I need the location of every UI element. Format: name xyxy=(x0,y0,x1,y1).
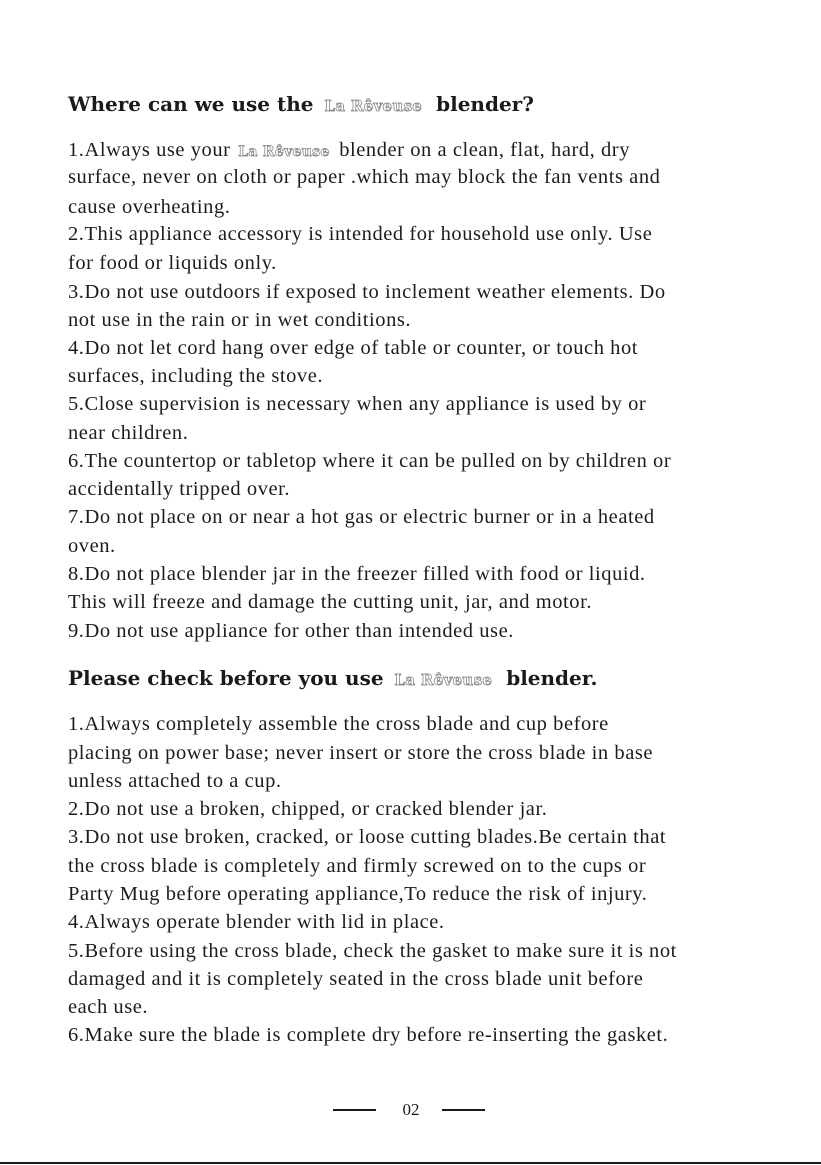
footer-rule-right xyxy=(442,1109,485,1111)
section-heading-please-check xyxy=(68,666,597,690)
body-line: 1.Always completely assemble the cross blade and cup before xyxy=(68,713,609,735)
body-line: 6.The countertop or tabletop where it can be pulled on by children or xyxy=(68,450,672,472)
body-line: for food or liquids only. xyxy=(68,252,277,274)
body-line: 8.Do not place blender jar in the freezer filled with food or liquid. xyxy=(68,563,646,585)
body-line: 5.Close supervision is necessary when any appliance is used by or xyxy=(68,393,647,415)
body-line: surfaces, including the stove. xyxy=(68,365,324,387)
page-number: 02 xyxy=(402,1100,420,1119)
body-text: 1.Always use your xyxy=(68,139,231,161)
body-line: 2.This appliance accessory is intended for household use only. Use xyxy=(68,223,653,245)
heading-text: blender. xyxy=(506,666,598,690)
page-bottom-border xyxy=(0,1162,821,1164)
body-line: the cross blade is completely and firmly screwed on to the cups or xyxy=(68,855,647,877)
heading-text: Please check before you use xyxy=(68,666,384,690)
body-line: This will freeze and damage the cutting unit, jar, and motor. xyxy=(68,591,593,613)
brand-logo-text: La Rêveuse xyxy=(238,144,330,160)
body-line: cause overheating. xyxy=(68,196,231,218)
footer-rule-left xyxy=(333,1109,376,1111)
body-line: 9.Do not use appliance for other than intended use. xyxy=(68,620,514,642)
body-line: near children. xyxy=(68,422,189,444)
brand-logo-text: La Rêveuse xyxy=(394,671,493,689)
body-line: not use in the rain or in wet conditions. xyxy=(68,309,412,331)
body-line: each use. xyxy=(68,996,149,1018)
body-line xyxy=(68,137,630,165)
body-line: 6.Make sure the blade is complete dry before re-inserting the gasket. xyxy=(68,1024,669,1046)
body-line: 7.Do not place on or near a hot gas or electric burner or in a heated xyxy=(68,506,655,528)
body-text: blender on a clean, flat, hard, dry xyxy=(339,139,630,161)
body-line: unless attached to a cup. xyxy=(68,770,282,792)
body-line: accidentally tripped over. xyxy=(68,478,291,500)
heading-text: blender? xyxy=(436,92,534,116)
body-line: 3.Do not use broken, cracked, or loose cutting blades.Be certain that xyxy=(68,826,667,848)
section-heading-where-to-use xyxy=(68,92,534,116)
body-line: 4.Always operate blender with lid in place. xyxy=(68,911,445,933)
body-line: 3.Do not use outdoors if exposed to inclement weather elements. Do xyxy=(68,281,666,303)
body-line: 5.Before using the cross blade, check the gasket to make sure it is not xyxy=(68,940,677,962)
body-line: 4.Do not let cord hang over edge of table or counter, or touch hot xyxy=(68,337,639,359)
body-line: surface, never on cloth or paper .which may block the fan vents and xyxy=(68,166,661,188)
body-line: Party Mug before operating appliance,To reduce the risk of injury. xyxy=(68,883,648,905)
body-line: oven. xyxy=(68,535,116,557)
body-line: damaged and it is completely seated in the cross blade unit before xyxy=(68,968,644,990)
brand-logo-text: La Rêveuse xyxy=(324,97,423,115)
body-line: placing on power base; never insert or store the cross blade in base xyxy=(68,742,654,764)
heading-text: Where can we use the xyxy=(68,92,314,116)
body-line: 2.Do not use a broken, chipped, or cracked blender jar. xyxy=(68,798,548,820)
